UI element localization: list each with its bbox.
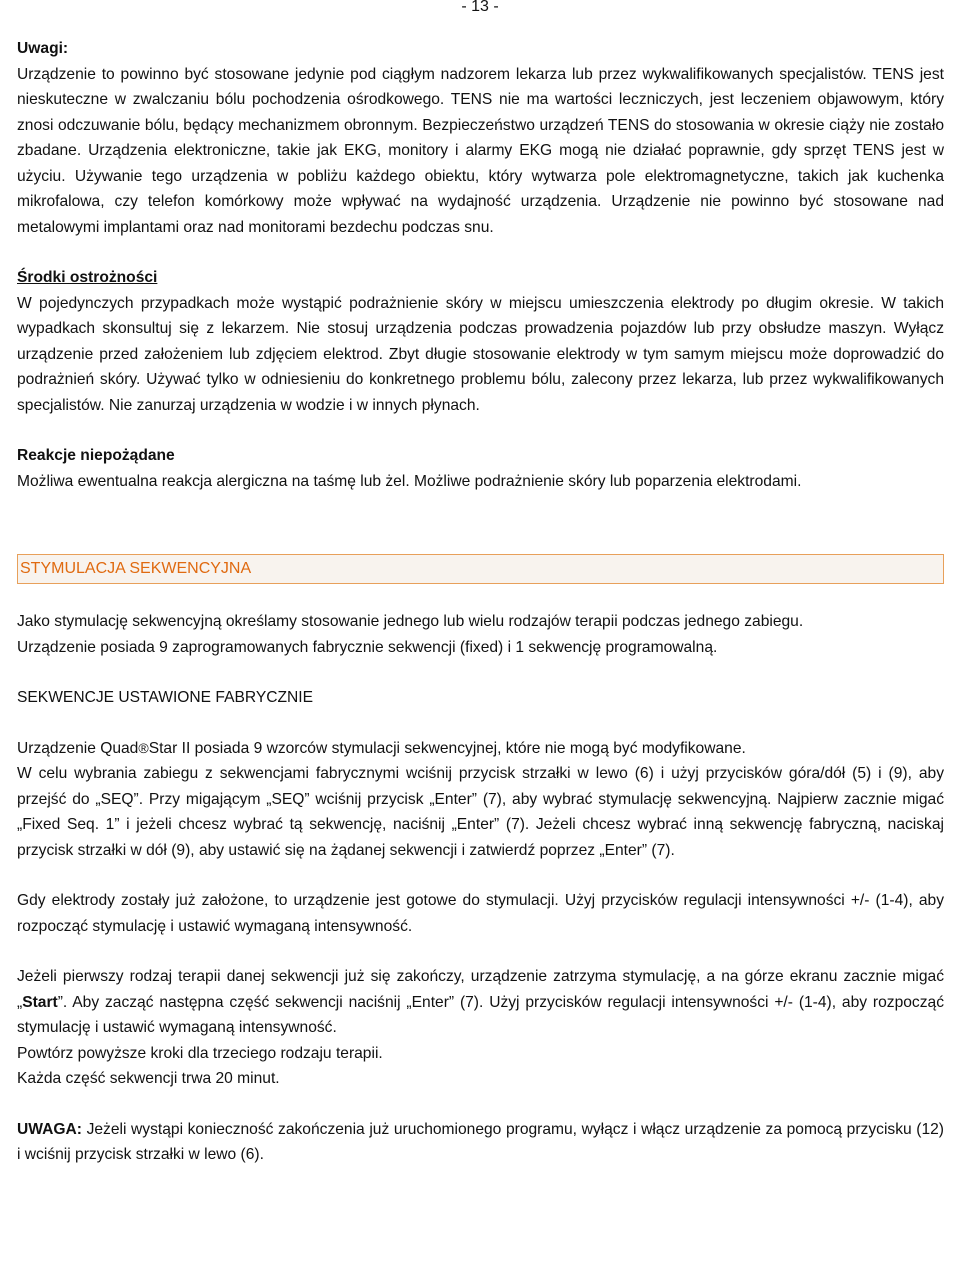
srodki-heading bbox=[17, 265, 944, 291]
reakcje-paragraph: Możliwa ewentualna reakcja alergiczna na taśmę lub żel. Możliwe podrażnienie skóry lub poparzenia elektrodami. bbox=[17, 472, 802, 490]
fabryczne-paragraph-1 bbox=[17, 736, 944, 762]
reakcje-heading: Reakcje niepożądane bbox=[17, 447, 175, 464]
intro-paragraph-2: Urządzenie posiada 9 zaprogramowanych fabrycznie sekwencji (fixed) i 1 sekwencję programowalną. bbox=[17, 638, 718, 656]
fabryczne-paragraph-3: Gdy elektrody zostały już założone, to urządzenie jest gotowe do stymulacji. Użyj przycisków regulacji intensywności +/- (1-4), aby rozpocząć stymulację i ustawić wymaganą intensywność. bbox=[17, 892, 944, 935]
fabryczne-p1-post: Star II posiada 9 wzorców stymulacji sekwencyjnej, które nie mogą być modyfikowane. bbox=[148, 739, 746, 757]
srodki-heading-text: Środki ostrożności bbox=[17, 269, 158, 286]
document-body bbox=[17, 36, 944, 1168]
registered-mark: ® bbox=[138, 739, 149, 756]
fabryczne-p4-pre: Jeżeli pierwszy rodzaj terapii danej sekwencji już się zakończy, urządzenie zatrzyma stymulację, a na górze ekranu zacznie migać „ bbox=[17, 968, 944, 1011]
srodki-paragraph: W pojedynczych przypadkach może wystąpić podrażnienie skóry w miejscu umieszczenia elektrody po długim okresie. W takich wypadkach skonsultuj się z lekarzem. Nie stosuj urządzenia podczas prowadzenia pojazdów lub przy obsłudze maszyn. Wyłącz urządzenie przed założeniem lub zdjęciem elektrod. Zbyt długie stosowanie elektrody w tym samym miejscu może doprowadzić do podrażnień skóry. Używać tylko w odniesieniu do konkretnego problemu bólu, zalecony przez lekarza, lub przez wykwalifikowanych specjalistów. Nie zanurzaj urządzenia w wodzie i w innych płynach. bbox=[17, 294, 944, 414]
banner-title: STYMULACJA SEKWENCYJNA bbox=[20, 560, 252, 577]
fabryczne-p1-pre: Urządzenie Quad bbox=[17, 739, 139, 757]
fabryczne-paragraph-4 bbox=[17, 964, 944, 1041]
uwaga-paragraph bbox=[17, 1117, 944, 1168]
intro-paragraph-1: Jako stymulację sekwencyjną określamy stosowanie jednego lub wielu rodzajów terapii podczas jednego zabiegu. bbox=[17, 613, 804, 630]
fabryczne-heading: SEKWENCJE USTAWIONE FABRYCZNIE bbox=[17, 689, 314, 706]
uwaga-label: UWAGA: bbox=[17, 1120, 82, 1138]
fabryczne-paragraph-5: Powtórz powyższe kroki dla trzeciego rodzaju terapii. bbox=[17, 1044, 383, 1062]
fabryczne-paragraph-6: Każda część sekwencji trwa 20 minut. bbox=[17, 1070, 280, 1087]
section-banner bbox=[17, 554, 944, 584]
uwagi-paragraph: Urządzenie to powinno być stosowane jedynie pod ciągłym nadzorem lekarza lub przez wykwalifikowanych specjalistów. TENS jest nieskuteczne w zwalczaniu bólu pochodzenia ośrodkowego. TENS nie ma wartości leczniczych, jest leczeniem objawowym, który znosi odczuwanie bólu, będący mechanizmem obronnym. Bezpieczeństwo urządzeń TENS do stosowania w okresie ciąży nie zostało zbadane. Urządzenia elektroniczne, takie jak EKG, monitory i alarmy EKG mogą nie działać poprawnie, gdy sprzęt TENS jest w użyciu. Używanie tego urządzenia w pobliżu każdego obiektu, który wytwarza pole elektromagnetyczne, takich jak kuchenka mikrofalowa, czy telefon komórkowy może wpływać na wydajność urządzenia. Urządzenie nie powinno być stosowane nad metalowymi implantami oraz nad monitorami bezdechu podczas snu. bbox=[17, 65, 944, 236]
start-keyword: Start bbox=[22, 993, 58, 1011]
uwagi-heading: Uwagi: bbox=[17, 40, 69, 57]
fabryczne-p4-post: ”. Aby zacząć następna część sekwencji naciśnij „Enter” (7). Użyj przycisków regulacji intensywności +/- (1-4), aby rozpocząć stymulację i ustawić wymaganą intensywność. bbox=[17, 993, 944, 1036]
page-number: - 13 - bbox=[461, 0, 499, 15]
uwaga-text: Jeżeli wystąpi konieczność zakończenia już uruchomionego programu, wyłącz i włącz urządzenie za pomocą przycisku (12) i wciśnij przycisk strzałki w lewo (6). bbox=[17, 1120, 944, 1163]
fabryczne-paragraph-2: W celu wybrania zabiegu z sekwencjami fabrycznymi wciśnij przycisk strzałki w lewo (6) i użyj przycisków góra/dół (5) i (9), aby przejść do „SEQ”. Przy migającym „SEQ” wciśnij przycisk „Enter” (7), aby wybrać stymulację sekwencyjną. Najpierw zacznie migać „Fixed Seq. 1” i jeżeli chcesz wybrać tą sekwencję, naciśnij „Enter” (7). Jeżeli chcesz wybrać inną sekwencję fabryczną, naciskaj przycisk strzałki w dół (9), aby ustawić się na żądanej sekwencji i zatwierdź poprzez „Enter” (7). bbox=[17, 765, 944, 859]
